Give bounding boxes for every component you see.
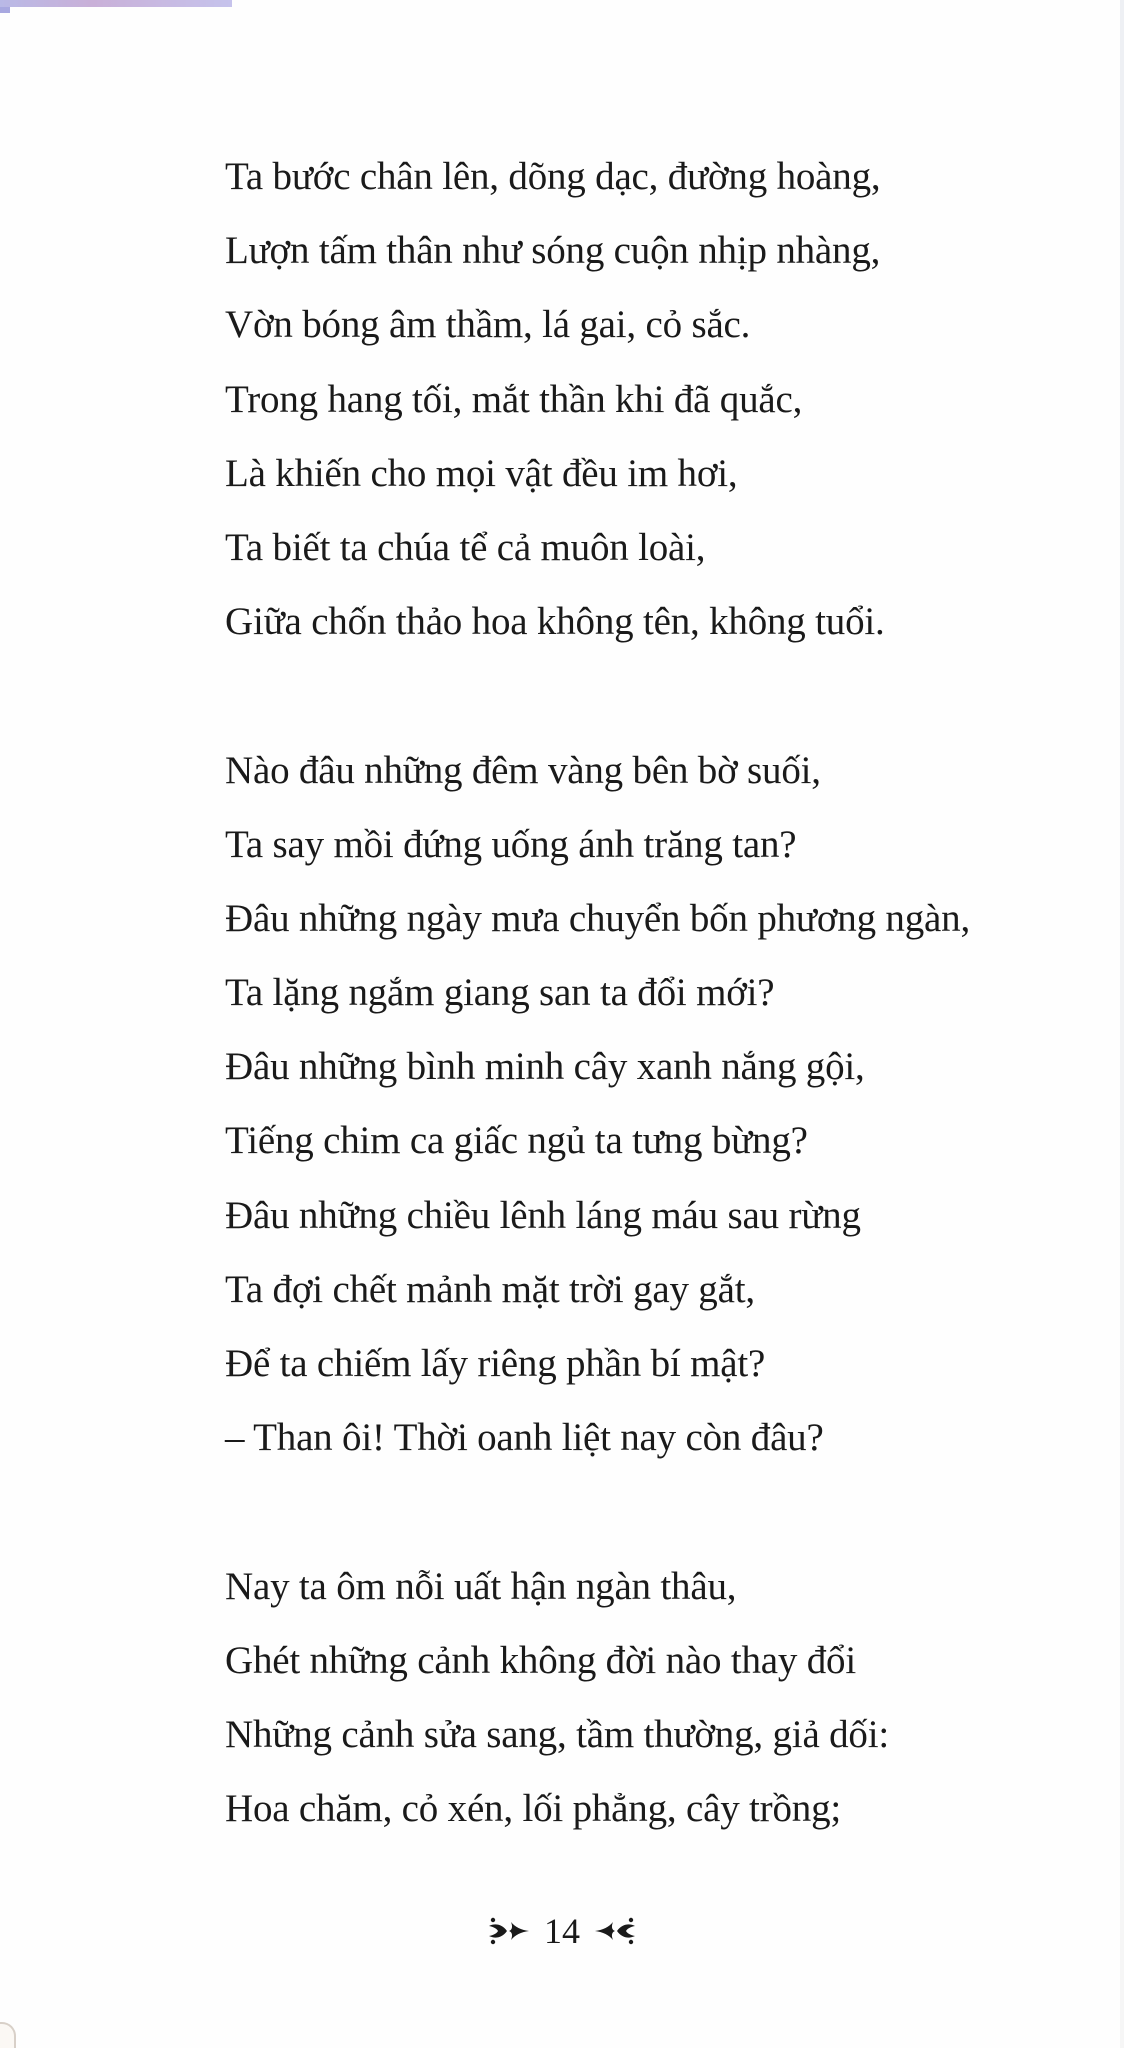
- poem-line: Đâu những ngày mưa chuyển bốn phương ngàn,: [225, 896, 970, 940]
- poem-line: Đâu những chiều lênh láng máu sau rừng: [225, 1193, 861, 1237]
- scan-page-curl: [0, 2022, 16, 2048]
- poem-line: Giữa chốn thảo hoa không tên, không tuổi.: [225, 600, 885, 644]
- poem-line: Những cảnh sửa sang, tầm thường, giả dối:: [225, 1712, 889, 1756]
- stanza-break: [225, 1475, 1085, 1549]
- scan-color-strip: [0, 0, 232, 7]
- page-footer: [0, 1905, 1124, 1953]
- poem-line: Ta biết ta chúa tể cả muôn loài,: [225, 525, 706, 569]
- page-number: 14: [544, 1910, 580, 1951]
- poem-line: Trong hang tối, mắt thần khi đã quắc,: [225, 377, 803, 421]
- scan-corner-mark: [0, 7, 10, 13]
- poem-line: Ta đợi chết mảnh mặt trời gay gắt,: [225, 1267, 755, 1311]
- floral-ornament-left-icon: [485, 1914, 531, 1948]
- stanza-1: [225, 140, 1085, 659]
- poem-line: Là khiến cho mọi vật đều im hơi,: [225, 451, 738, 495]
- floral-ornament-right-icon: [593, 1914, 639, 1948]
- poem-line: Ta bước chân lên, dõng dạc, đường hoàng,: [225, 155, 881, 198]
- poem-body: [225, 140, 1085, 1846]
- poem-line: Vờn bóng âm thầm, lá gai, cỏ sắc.: [225, 303, 751, 347]
- poem-line: Ta say mồi đứng uống ánh trăng tan?: [225, 822, 797, 866]
- stanza-break: [225, 659, 1085, 733]
- poem-line: Nay ta ôm nỗi uất hận ngàn thâu,: [225, 1564, 737, 1608]
- poem-line: Tiếng chim ca giấc ngủ ta tưng bừng?: [225, 1119, 808, 1163]
- poem-line: Nào đâu những đêm vàng bên bờ suối,: [225, 748, 821, 792]
- poem-line: Để ta chiếm lấy riêng phần bí mật?: [225, 1342, 766, 1385]
- stanza-2: [225, 734, 1085, 1476]
- scan-page-edge: [1120, 0, 1124, 2048]
- stanza-3: [225, 1550, 1085, 1847]
- poem-line: Ghét những cảnh không đời nào thay đổi: [225, 1638, 856, 1682]
- poem-line: Lượn tấm thân như sóng cuộn nhịp nhàng,: [225, 229, 881, 273]
- poem-line: Đâu những bình minh cây xanh nắng gội,: [225, 1045, 865, 1089]
- poem-line: – Than ôi! Thời oanh liệt nay còn đâu?: [225, 1416, 824, 1460]
- poem-line: Ta lặng ngắm giang san ta đổi mới?: [225, 971, 775, 1015]
- poem-line: Hoa chăm, cỏ xén, lối phẳng, cây trồng;: [225, 1787, 842, 1831]
